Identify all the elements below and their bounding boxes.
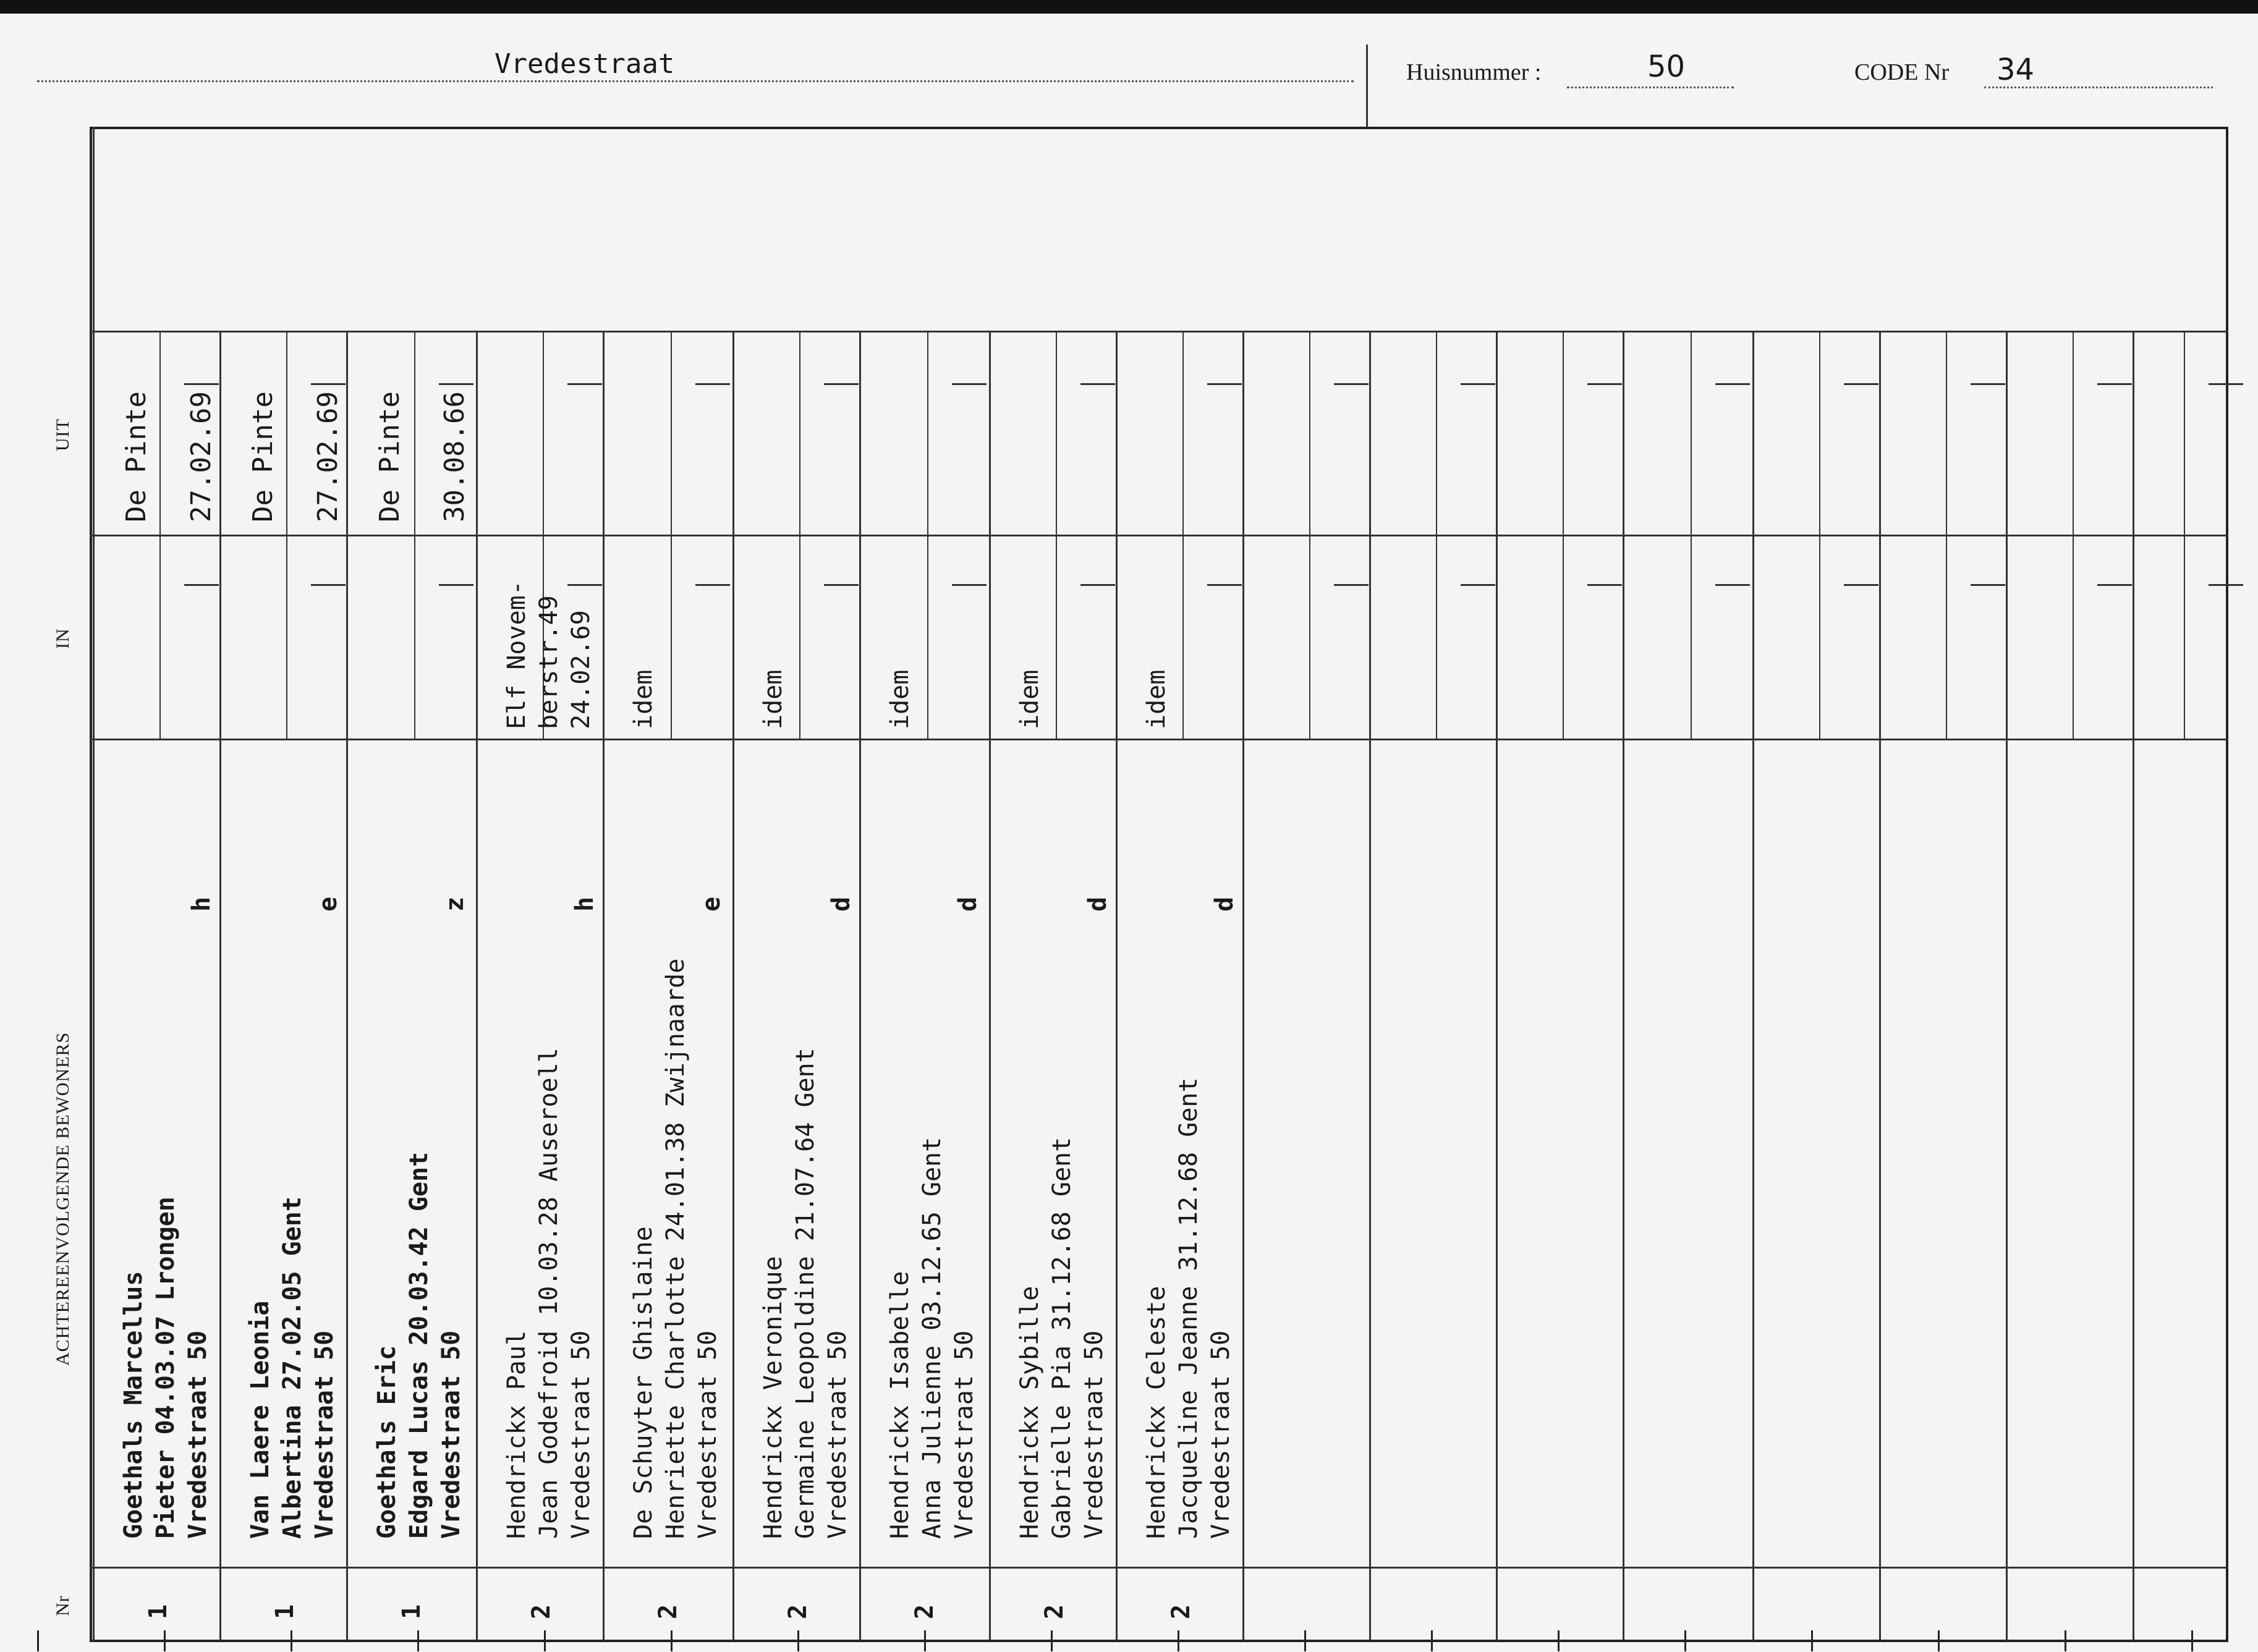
code-dotted-line xyxy=(1984,87,2213,88)
row-number: 2 xyxy=(1040,1604,1069,1619)
column-divider xyxy=(476,331,478,1641)
resident-line: Anna Julienne 03.12.65 Gent xyxy=(918,1137,946,1539)
uit-empty-dash xyxy=(824,383,859,385)
row-number: 1 xyxy=(271,1604,299,1619)
uit-sub-divider xyxy=(1563,331,1564,535)
resident-line: Goethals Eric xyxy=(373,1345,401,1539)
row-number: 2 xyxy=(784,1604,812,1619)
in-entry: idem xyxy=(629,669,658,729)
resident-line: Hendrickx Paul xyxy=(503,1330,531,1539)
resident-line: Vredestraat 50 xyxy=(1207,1330,1235,1539)
bottom-tick xyxy=(924,1630,926,1651)
resident-line: Gabrielle Pia 31.12.68 Gent xyxy=(1048,1137,1076,1539)
in-empty-dash xyxy=(2209,584,2243,586)
column-divider xyxy=(2006,331,2008,1641)
resident-line: Vredestraat 50 xyxy=(184,1330,212,1539)
resident-line: Vredestraat 50 xyxy=(950,1330,978,1539)
uit-entry: 27.02.69 xyxy=(185,391,217,522)
label-residents: ACHTEREENVOLGENDE BEWONERS xyxy=(53,1031,73,1366)
bottom-tick xyxy=(797,1630,799,1651)
in-empty-dash xyxy=(1334,584,1369,586)
band-line-uit-in xyxy=(90,535,2228,536)
in-empty-dash xyxy=(824,584,859,586)
relation-code: z xyxy=(441,896,469,912)
column-divider xyxy=(1752,331,1754,1641)
bottom-tick xyxy=(164,1630,166,1651)
resident-line: Jacqueline Jeanne 31.12.68 Gent xyxy=(1174,1077,1203,1539)
uit-empty-dash xyxy=(695,383,730,385)
uit-empty-dash xyxy=(1207,383,1242,385)
in-sub-divider xyxy=(286,535,287,739)
uit-empty-dash xyxy=(1080,383,1115,385)
uit-sub-divider xyxy=(414,331,415,535)
uit-entry: 30.08.66 xyxy=(439,391,470,522)
in-sub-divider xyxy=(1563,535,1564,739)
in-empty-dash xyxy=(952,584,987,586)
uit-empty-dash xyxy=(2209,383,2243,385)
in-sub-divider xyxy=(1819,535,1820,739)
bottom-tick xyxy=(1558,1630,1560,1651)
resident-line: Hendrickx Veronique xyxy=(759,1256,787,1539)
resident-line: Pieter 04.03.07 Lrongen xyxy=(151,1197,180,1539)
in-sub-divider xyxy=(927,535,928,739)
uit-sub-divider xyxy=(543,331,544,535)
bottom-tick xyxy=(1051,1630,1053,1651)
in-sub-divider xyxy=(159,535,161,739)
column-divider xyxy=(603,331,605,1641)
band-line-top xyxy=(90,331,2228,333)
in-sub-divider xyxy=(414,535,415,739)
resident-line: Edgard Lucas 20.03.42 Gent xyxy=(405,1151,433,1539)
band-line-residents-nr xyxy=(90,1567,2228,1569)
relation-code: h xyxy=(571,896,599,912)
uit-empty-dash xyxy=(1971,383,2005,385)
column-divider xyxy=(1369,331,1371,1641)
uit-sub-divider xyxy=(1182,331,1184,535)
in-empty-dash xyxy=(1080,584,1115,586)
code-label: CODE Nr xyxy=(1854,59,1950,85)
house-number: 50 xyxy=(1647,49,1686,84)
bottom-tick xyxy=(1178,1630,1179,1651)
in-sub-divider xyxy=(1436,535,1437,739)
resident-line: Vredestraat 50 xyxy=(823,1330,852,1539)
uit-entry: De Pinte xyxy=(121,391,152,522)
resident-line: Hendrickx Sybille xyxy=(1016,1286,1044,1539)
column-divider xyxy=(2133,331,2134,1641)
in-empty-dash xyxy=(2097,584,2132,586)
in-entry: idem xyxy=(759,669,787,729)
column-divider xyxy=(1623,331,1624,1641)
uit-sub-divider xyxy=(927,331,928,535)
uit-empty-dash xyxy=(952,383,987,385)
house-number-label: Huisnummer : xyxy=(1406,59,1542,85)
resident-line: Albertina 27.02.05 Gent xyxy=(278,1197,307,1539)
in-sub-divider xyxy=(1309,535,1310,739)
relation-code: d xyxy=(827,896,855,912)
resident-line: Vredestraat 50 xyxy=(1080,1330,1108,1539)
relation-code: e xyxy=(314,896,342,912)
column-divider xyxy=(859,331,861,1641)
relation-code: h xyxy=(187,896,216,912)
resident-line: Vredestraat 50 xyxy=(694,1330,722,1539)
uit-entry: 27.02.69 xyxy=(312,391,344,522)
uit-sub-divider xyxy=(286,331,287,535)
bottom-tick xyxy=(417,1630,419,1651)
uit-sub-divider xyxy=(799,331,800,535)
column-divider xyxy=(1242,331,1244,1641)
in-empty-dash xyxy=(1461,584,1495,586)
uit-empty-dash xyxy=(1844,383,1878,385)
in-entry: idem xyxy=(1016,669,1044,729)
header-divider xyxy=(1366,44,1368,128)
in-sub-divider xyxy=(799,535,800,739)
resident-line: De Schuyter Ghislaine xyxy=(629,1226,658,1539)
bottom-tick xyxy=(2065,1630,2066,1651)
resident-line: Germaine Leopoldine 21.07.64 Gent xyxy=(791,1048,820,1539)
column-divider xyxy=(732,331,734,1641)
column-divider xyxy=(1879,331,1881,1641)
in-empty-dash xyxy=(311,584,346,586)
row-number: 1 xyxy=(397,1604,426,1619)
uit-empty-dash xyxy=(311,383,346,385)
in-empty-dash xyxy=(1207,584,1242,586)
uit-entry: De Pinte xyxy=(374,391,405,522)
bottom-tick xyxy=(1431,1630,1433,1651)
row-number: 1 xyxy=(144,1604,172,1619)
column-divider xyxy=(219,331,221,1641)
uit-sub-divider xyxy=(2184,331,2185,535)
uit-entry: De Pinte xyxy=(247,391,279,522)
in-empty-dash xyxy=(439,584,473,586)
in-entry: 24.02.69 xyxy=(567,610,595,729)
bottom-tick xyxy=(544,1630,546,1651)
in-empty-dash xyxy=(1971,584,2005,586)
bottom-tick xyxy=(1938,1630,1940,1651)
uit-empty-dash xyxy=(1334,383,1369,385)
bottom-tick xyxy=(291,1630,292,1651)
bottom-tick xyxy=(1684,1630,1686,1651)
in-sub-divider xyxy=(1946,535,1947,739)
column-divider xyxy=(989,331,991,1641)
uit-empty-dash xyxy=(1461,383,1495,385)
street-dotted-line xyxy=(37,80,1354,82)
code-number: 34 xyxy=(1997,53,2035,87)
resident-line: Vredestraat 50 xyxy=(567,1330,595,1539)
uit-sub-divider xyxy=(1946,331,1947,535)
in-sub-divider xyxy=(1691,535,1692,739)
scan-top-edge xyxy=(0,0,2258,14)
bottom-tick xyxy=(37,1630,39,1651)
uit-sub-divider xyxy=(671,331,672,535)
column-divider xyxy=(346,331,348,1641)
row-number: 2 xyxy=(654,1604,682,1619)
band-line-in-residents xyxy=(90,739,2228,740)
bottom-tick xyxy=(1811,1630,1813,1651)
in-entry: berstr.49 xyxy=(535,595,563,729)
label-nr: Nr xyxy=(53,1595,73,1616)
resident-line: Goethals Marcellus xyxy=(119,1271,148,1539)
row-number: 2 xyxy=(1167,1604,1195,1619)
resident-line: Hendrickx Celeste xyxy=(1142,1286,1171,1539)
house-number-dotted-line xyxy=(1567,87,1734,88)
uit-sub-divider xyxy=(159,331,161,535)
uit-sub-divider xyxy=(1056,331,1057,535)
uit-empty-dash xyxy=(2097,383,2132,385)
label-uit: UIT xyxy=(53,418,73,451)
resident-line: Van Laere Leonia xyxy=(246,1300,274,1539)
bottom-tick xyxy=(671,1630,673,1651)
uit-empty-dash xyxy=(1587,383,1622,385)
in-empty-dash xyxy=(695,584,730,586)
in-entry: idem xyxy=(1142,669,1171,729)
uit-sub-divider xyxy=(2073,331,2074,535)
in-entry: Elf Novem- xyxy=(503,580,531,729)
street-name: Vredestraat xyxy=(494,48,675,80)
uit-sub-divider xyxy=(1819,331,1820,535)
uit-empty-dash xyxy=(1715,383,1750,385)
uit-sub-divider xyxy=(1309,331,1310,535)
resident-line: Vredestraat 50 xyxy=(437,1330,465,1539)
bottom-tick xyxy=(1304,1630,1306,1651)
in-sub-divider xyxy=(671,535,672,739)
in-empty-dash xyxy=(1715,584,1750,586)
relation-code: d xyxy=(1084,896,1112,912)
column-divider xyxy=(1496,331,1498,1641)
uit-empty-dash xyxy=(567,383,602,385)
in-sub-divider xyxy=(1182,535,1184,739)
resident-line: Jean Godefroid 10.03.28 Auseroell xyxy=(535,1048,563,1539)
bottom-tick xyxy=(2191,1630,2193,1651)
relation-code: e xyxy=(697,896,726,912)
relation-code: d xyxy=(1210,896,1239,912)
in-sub-divider xyxy=(1056,535,1057,739)
in-empty-dash xyxy=(1844,584,1878,586)
uit-sub-divider xyxy=(1691,331,1692,535)
uit-empty-dash xyxy=(184,383,219,385)
label-in: IN xyxy=(53,628,73,649)
in-empty-dash xyxy=(567,584,602,586)
column-divider xyxy=(1116,331,1118,1641)
in-entry: idem xyxy=(886,669,914,729)
uit-sub-divider xyxy=(1436,331,1437,535)
in-empty-dash xyxy=(184,584,219,586)
label-column-divider xyxy=(93,127,95,1642)
resident-line: Hendrickx Isabelle xyxy=(886,1271,914,1539)
relation-code: d xyxy=(954,896,982,912)
in-sub-divider xyxy=(2184,535,2185,739)
resident-line: Vredestraat 50 xyxy=(310,1330,339,1539)
row-number: 2 xyxy=(910,1604,939,1619)
in-empty-dash xyxy=(1587,584,1622,586)
resident-line: Henriette Charlotte 24.01.38 Zwijnaarde xyxy=(661,958,690,1539)
row-number: 2 xyxy=(527,1604,556,1619)
in-sub-divider xyxy=(2073,535,2074,739)
uit-empty-dash xyxy=(439,383,473,385)
